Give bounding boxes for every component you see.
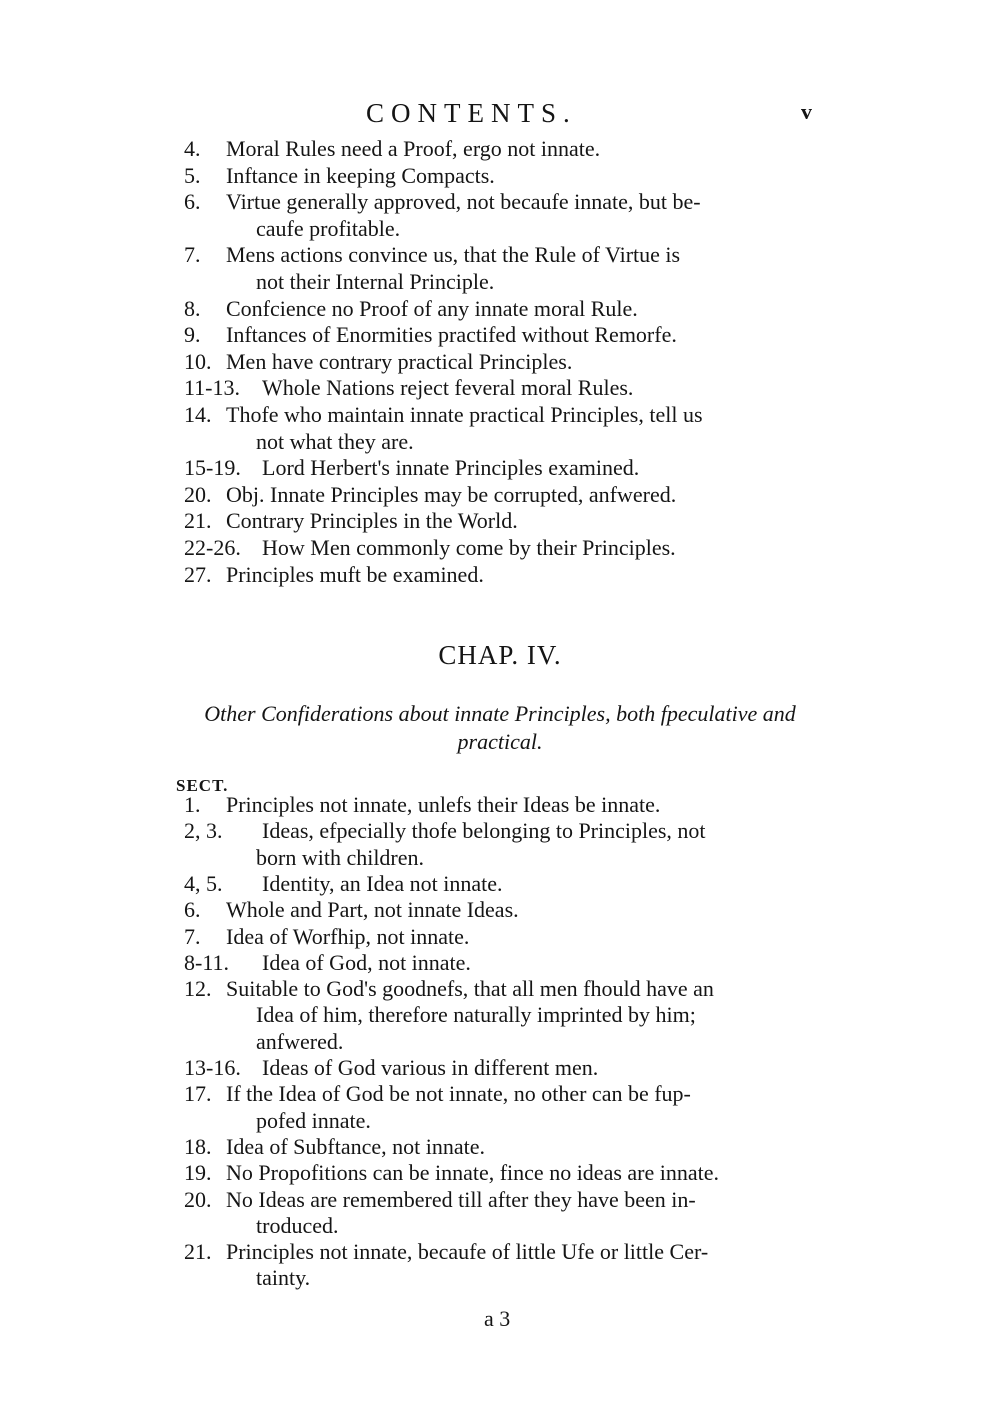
entry-number: 7.	[184, 923, 201, 949]
entry-text: Contrary Principles in the World.	[226, 508, 518, 534]
entry-number: 8.	[184, 295, 201, 321]
entry-number: 8-11.	[184, 949, 230, 975]
entry-text: Suitable to God's goodnefs, that all men fhould have an	[226, 976, 714, 1002]
entry-text: not what they are.	[256, 428, 414, 454]
entry-text: Inftance in keeping Compacts.	[226, 162, 495, 188]
entry-number: 27.	[184, 561, 212, 587]
entry-text: Confcience no Proof of any innate moral Rule.	[226, 295, 638, 321]
entry-text: Lord Herbert's innate Principles examined.	[262, 455, 640, 481]
entry-text: Idea of Worfhip, not innate.	[226, 923, 470, 949]
page-title: CONTENTS.	[366, 98, 577, 128]
running-header	[0, 98, 1000, 132]
page-number: v	[801, 99, 812, 124]
entry-number: 17.	[184, 1081, 212, 1107]
entry-text: How Men commonly come by their Principles.	[262, 535, 676, 560]
entry-number: 21.	[184, 508, 212, 534]
entry-number: 9.	[184, 322, 201, 348]
entry-text: troduced.	[256, 1212, 339, 1238]
entry-text: Virtue generally approved, not becaufe innate, but be-	[226, 189, 701, 215]
entry-number: 7.	[184, 242, 201, 268]
entry-number: 10.	[184, 348, 212, 374]
entry-text: Ideas of God various in different men.	[262, 1055, 599, 1080]
entry-text: No Propofitions can be innate, fince no ideas are innate.	[226, 1160, 720, 1186]
entry-number: 20.	[184, 1186, 212, 1212]
entry-number: 1.	[184, 792, 201, 817]
chapter-heading: CHAP. IV.	[438, 640, 562, 670]
entry-text: Moral Rules need a Proof, ergo not innate.	[226, 136, 601, 161]
entry-number: 13-16.	[184, 1055, 241, 1080]
entry-number: 21.	[184, 1239, 212, 1265]
entry-number: 6.	[184, 189, 201, 215]
entry-text: Idea of him, therefore naturally imprinted by him;	[256, 1002, 696, 1028]
entry-text: not their Internal Principle.	[256, 268, 495, 294]
signature-mark: a 3	[484, 1306, 511, 1331]
entry-number: 5.	[184, 162, 201, 188]
entry-number: 6.	[184, 897, 201, 923]
entry-number: 4, 5.	[184, 870, 223, 896]
entry-number: 18.	[184, 1133, 212, 1159]
entry-text: No Ideas are remembered till after they have been in-	[226, 1186, 696, 1212]
entry-number: 4.	[184, 136, 201, 161]
entry-text: Idea of Subftance, not innate.	[226, 1133, 486, 1159]
entry-text: Principles not innate, unlefs their Ideas be innate.	[226, 792, 661, 817]
entry-text: Whole and Part, not innate Ideas.	[226, 897, 519, 923]
entry-number: 15-19.	[184, 455, 241, 481]
entry-text: If the Idea of God be not innate, no other can be fup-	[226, 1081, 691, 1107]
entry-number: 19.	[184, 1160, 212, 1186]
entry-text: caufe profitable.	[256, 215, 401, 241]
entry-text: Inftances of Enormities practifed without Remorfe.	[226, 322, 677, 348]
chapter-subtitle: Other Confiderations about innate Principles, both fpeculative and practical.	[204, 701, 796, 754]
entry-text: Ideas, efpecially thofe belonging to Principles, not	[262, 818, 706, 844]
entry-text: Obj. Innate Principles may be corrupted, anfwered.	[226, 481, 677, 507]
entry-text: anfwered.	[256, 1028, 344, 1054]
entry-text: Whole Nations reject feveral moral Rules.	[262, 375, 634, 401]
entry-number: 2, 3.	[184, 818, 223, 844]
entry-number: 12.	[184, 976, 212, 1002]
entry-number: 14.	[184, 402, 212, 427]
entry-text: Men have contrary practical Principles.	[226, 348, 573, 374]
entry-text: Principles not innate, becaufe of little Ufe or little Cer-	[226, 1239, 709, 1265]
entry-number: 11-13.	[184, 375, 241, 401]
entry-text: Principles muft be examined.	[226, 561, 484, 587]
entry-text: Thofe who maintain innate practical Principles, tell us	[226, 402, 703, 427]
entry-text: tainty.	[256, 1265, 311, 1291]
entry-text: Mens actions convince us, that the Rule of Virtue is	[226, 242, 681, 268]
entry-text: pofed innate.	[256, 1107, 371, 1133]
entry-number: 22-26.	[184, 535, 241, 560]
entry-number: 20.	[184, 481, 212, 507]
entry-text: Identity, an Idea not innate.	[262, 870, 503, 896]
entry-text: Idea of God, not innate.	[262, 949, 471, 975]
entry-text: born with children.	[256, 844, 425, 870]
section-label: SECT.	[176, 776, 229, 795]
